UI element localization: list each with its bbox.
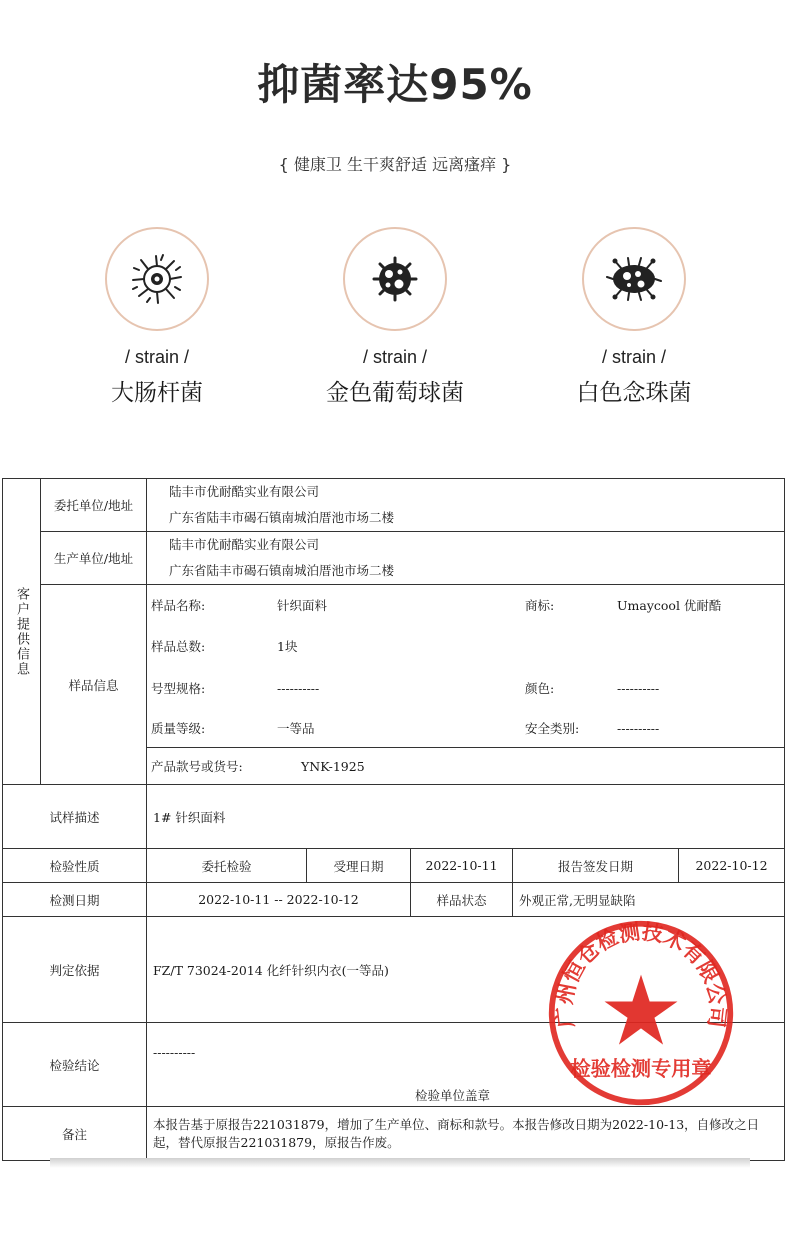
grade-label: 质量等级: xyxy=(151,721,206,736)
strain-card-1 xyxy=(57,227,257,407)
safety-value: ---------- xyxy=(617,720,660,736)
strain-card-3 xyxy=(534,227,734,407)
sample-desc-label: 试样描述 xyxy=(3,785,147,849)
producer-label: 生产单位/地址 xyxy=(41,532,147,585)
remarks-row xyxy=(3,1107,785,1161)
official-seal xyxy=(545,917,737,1109)
product-no-label: 产品款号或货号: xyxy=(151,759,243,774)
strain-tag: / strain / xyxy=(601,347,667,367)
sample-name-label: 样品名称: xyxy=(151,598,206,613)
sample-desc: 1# 针织面料 xyxy=(147,785,785,849)
client-label: 委托单位/地址 xyxy=(41,479,147,532)
remarks-text: 本报告基于原报告221031879，增加了生产单位、商标和款号。本报告修改日期为2022-10-13，自修改之日起，替代原报告221031879，原报告作废。 xyxy=(153,1116,760,1150)
page-subtitle: { 健康卫 生干爽舒适 远离瘙痒 } xyxy=(278,155,512,174)
strain-icon-circle xyxy=(582,227,686,331)
sample-count: 1块 xyxy=(277,639,298,654)
sample-info-row xyxy=(3,585,785,785)
grade-value: 一等品 xyxy=(277,721,315,736)
client-address: 广东省陆丰市碣石镇南城泊厝池市场二楼 xyxy=(169,510,395,525)
remarks-label: 备注 xyxy=(3,1107,147,1161)
model-value: ---------- xyxy=(277,680,320,696)
strain-tag: / strain / xyxy=(362,347,428,367)
sample-state-label: 样品状态 xyxy=(411,883,513,917)
oval-fungus-icon xyxy=(605,256,663,302)
strain-tag: / strain / xyxy=(124,347,190,367)
nature-label: 检验性质 xyxy=(3,849,147,883)
strain-icon-circle xyxy=(105,227,209,331)
test-date-row xyxy=(3,883,785,917)
sample-state: 外观正常,无明显缺陷 xyxy=(513,883,785,917)
strain-icon-circle xyxy=(343,227,447,331)
accept-date-label: 受理日期 xyxy=(307,849,411,883)
strain-name: 大肠杆菌 xyxy=(111,380,203,406)
test-date-label: 检测日期 xyxy=(3,883,147,917)
safety-label: 安全类别: xyxy=(525,721,580,736)
product-no: YNK-1925 xyxy=(301,758,365,774)
conclusion-label: 检验结论 xyxy=(3,1023,147,1107)
sample-info-label: 样品信息 xyxy=(41,585,147,785)
conclusion-value: ---------- xyxy=(153,1045,196,1060)
brand-label: 商标: xyxy=(525,598,555,613)
bacteria-burst-icon xyxy=(130,252,184,306)
color-label: 颜色: xyxy=(525,681,555,696)
seal-org: 广州恒仓检测技术有限公司 xyxy=(551,918,731,1030)
producer-name: 陆丰市优耐酷实业有限公司 xyxy=(169,537,320,552)
stamp-label: 检验单位盖章 xyxy=(415,1088,491,1103)
page-title: 抑菌率达95% xyxy=(257,60,533,109)
strain-name: 白色念珠菌 xyxy=(576,380,692,406)
model-label: 号型规格: xyxy=(151,681,206,696)
nature-value: 委托检验 xyxy=(147,849,307,883)
basis-value: FZ/T 73024-2014 化纤针织内衣(一等品) xyxy=(147,917,785,1023)
issue-date-label: 报告签发日期 xyxy=(513,849,679,883)
strain-name: 金色葡萄球菌 xyxy=(326,380,464,406)
basis-label: 判定依据 xyxy=(3,917,147,1023)
brand-value: Umaycool 优耐酷 xyxy=(617,598,722,613)
client-name: 陆丰市优耐酷实业有限公司 xyxy=(169,484,320,499)
producer-address: 广东省陆丰市碣石镇南城泊厝池市场二楼 xyxy=(169,563,395,578)
sample-name: 针织面料 xyxy=(277,598,328,613)
sample-count-label: 样品总数: xyxy=(151,639,206,654)
customer-info-label: 客户提供信息 xyxy=(3,479,41,785)
issue-date: 2022-10-12 xyxy=(679,849,785,883)
nature-row xyxy=(3,849,785,883)
seal-star-icon xyxy=(605,975,678,1045)
sample-desc-row xyxy=(3,785,785,849)
spotted-coccus-icon xyxy=(368,252,422,306)
producer-row xyxy=(3,532,785,585)
strain-card-2 xyxy=(295,227,495,407)
color-value: ---------- xyxy=(617,680,660,696)
accept-date: 2022-10-11 xyxy=(411,849,513,883)
report-shadow xyxy=(50,1158,750,1168)
client-row xyxy=(3,479,785,532)
seal-purpose: 检验检测专用章 xyxy=(570,1056,712,1081)
test-date: 2022-10-11 -- 2022-10-12 xyxy=(147,883,411,917)
